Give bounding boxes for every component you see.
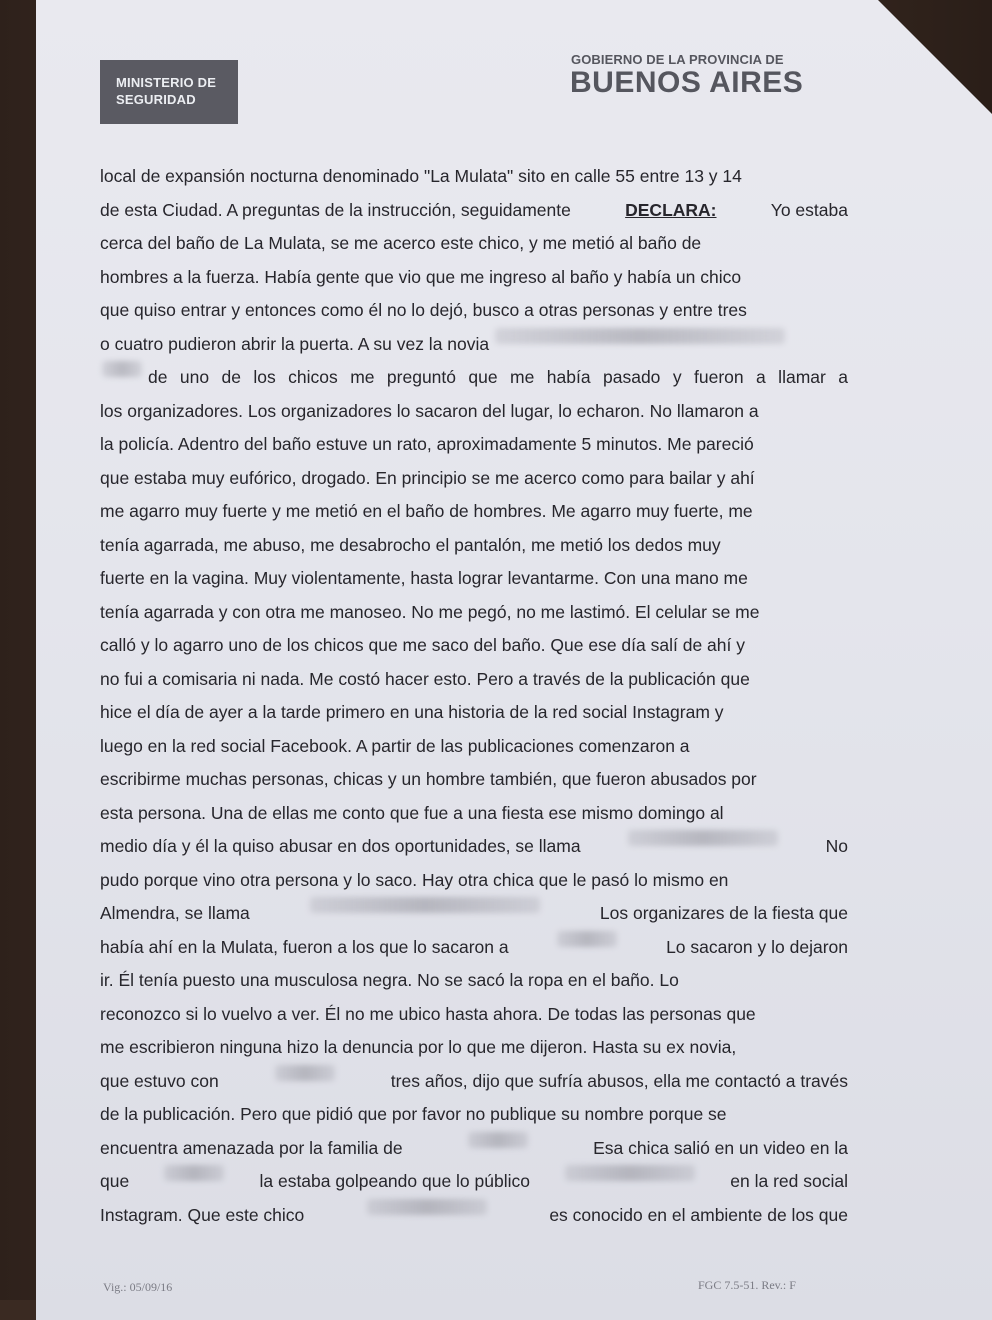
redacted-text [310,897,540,913]
line-text: encuentra amenazada por la familia de [100,1137,403,1158]
line-text: en la red social [730,1171,848,1191]
text-line [100,1098,848,1132]
text-line [100,897,848,931]
text-line [100,462,848,496]
line-text: que estuvo con [100,1070,219,1091]
text-line [100,361,848,395]
redacted-text [468,1132,528,1148]
redacted-text [557,931,617,947]
line-text: Lo sacaron y lo dejaron [666,936,848,957]
text-line [100,1199,848,1233]
text-line [100,1065,848,1099]
text-line [100,1132,848,1166]
line-text: esta persona. Una de ellas me conto que fue a una fiesta ese mismo domingo al [100,802,724,823]
text-line [100,998,848,1032]
line-text: reconozco si lo vuelvo a ver. Él no me ubico hasta ahora. De todas las personas que [100,1003,756,1024]
redacted-text [102,361,142,377]
government-subtitle: GOBIERNO DE LA PROVINCIA DE [571,52,784,67]
line-text: tenía agarrada, me abuso, me desabrocho el pantalón, me metió los dedos muy [100,534,721,555]
line-text: ir. Él tenía puesto una musculosa negra. No se sacó la ropa en el baño. Lo [100,970,679,990]
line-text: local de expansión nocturna denominado "La Mulata" sito en calle 55 entre 13 y 14 [100,166,742,186]
line-text: Almendra, se llama [100,903,250,923]
text-line [100,227,848,261]
text-line [100,596,848,630]
text-line [100,1031,848,1065]
text-line [100,730,848,764]
line-text: Esa chica salió en un video en la [593,1137,848,1158]
redacted-text [628,830,778,846]
line-text: de la publicación. Pero que pidió que por favor no publique su nombre porque se [100,1104,727,1124]
footer-form-code: FGC 7.5-51. Rev.: F [698,1278,796,1292]
line-text: calló y lo agarro uno de los chicos que me saco del baño. Que ese día salí de ahí y [100,635,745,655]
declaration-text [100,160,848,1232]
text-line [100,1165,848,1199]
text-line [100,328,848,362]
ministry-line-2: SEGURIDAD [116,92,196,107]
line-text: me escribieron ninguna hizo la denuncia por lo que me dijeron. Hasta su ex novia, [100,1037,737,1057]
text-line [100,395,848,429]
text-line [100,294,848,328]
line-text: no fui a comisaria ni nada. Me costó hacer esto. Pero a través de la publicación que [100,668,750,689]
line-text: cerca del baño de La Mulata, se me acerco este chico, y me metió al baño de [100,233,702,253]
text-line [100,261,848,295]
line-text: Los organizares de la fiesta que [599,903,848,923]
line-text: luego en la red social Facebook. A partir de las publicaciones comenzaron a [100,735,690,756]
line-text: de esta Ciudad. A preguntas de la instrucción, seguidamente [100,199,571,220]
text-line [100,194,848,228]
footer-validity-date: Vig.: 05/09/16 [103,1280,173,1294]
line-text: tenía agarrada y con otra me manoseo. No me pegó, no me lastimó. El celular se me [100,601,760,622]
line-text: los organizadores. Los organizadores lo sacaron del lugar, lo echaron. No llamaron a [100,400,759,421]
text-line [100,964,848,998]
redacted-text [275,1065,335,1081]
line-text: que quiso entrar y entonces como él no lo dejó, busco a otras personas y entre tres [100,300,747,320]
declara-heading: DECLARA: [625,199,717,220]
text-line [100,797,848,831]
ministry-logo [100,60,238,124]
text-line [100,562,848,596]
text-line [100,864,848,898]
government-title: BUENOS AIRES [570,66,804,99]
line-text: es conocido en el ambiente de los que [549,1204,848,1225]
line-text: medio día y él la quiso abusar en dos oportunidades, se llama [100,836,581,856]
line-text: Instagram. Que este chico [100,1204,305,1225]
line-text: la policía. Adentro del baño estuve un rato, aproximadamente 5 minutos. Me pareció [100,434,754,454]
line-text: hombres a la fuerza. Había gente que vio que me ingreso al baño y había un chico [100,266,742,287]
line-text: que estaba muy eufórico, drogado. En principio se me acerco como para bailar y ahí [100,467,755,488]
text-line [100,931,848,965]
line-text: escribirme muchas personas, chicas y un hombre también, que fueron abusados por [100,769,757,789]
line-text: la estaba golpeando que lo público [259,1171,530,1191]
line-text: pudo porque vino otra persona y lo saco. Hay otra chica que le pasó lo mismo en [100,869,729,890]
text-line [100,663,848,697]
line-text: o cuatro pudieron abrir la puerta. A su vez la novia [100,333,490,354]
text-line [100,428,848,462]
text-line [100,495,848,529]
text-line [100,830,848,864]
line-text: fuerte en la vagina. Muy violentamente, hasta lograr levantarme. Con una mano me [100,568,748,588]
line-text: No [825,836,848,856]
line-text: hice el día de ayer a la tarde primero en una historia de la red social Instagram y [100,702,724,722]
line-text: de uno de los chicos me preguntó que me había pasado y fueron a llamar a [148,367,848,387]
text-line [100,696,848,730]
redacted-text [164,1165,224,1181]
line-text: había ahí en la Mulata, fueron a los que lo sacaron a [100,936,509,957]
line-text: Yo estaba [770,199,848,220]
line-text: que [100,1171,130,1191]
redacted-text [495,328,785,344]
text-line [100,629,848,663]
text-line [100,160,848,194]
ministry-line-1: MINISTERIO DE [116,75,217,90]
redacted-text [565,1165,695,1181]
text-line [100,529,848,563]
line-text: tres años, dijo que sufría abusos, ella me contactó a través [390,1070,848,1091]
line-text: me agarro muy fuerte y me metió en el baño de hombres. Me agarro muy fuerte, me [100,501,753,521]
text-line [100,763,848,797]
redacted-text [367,1199,487,1215]
